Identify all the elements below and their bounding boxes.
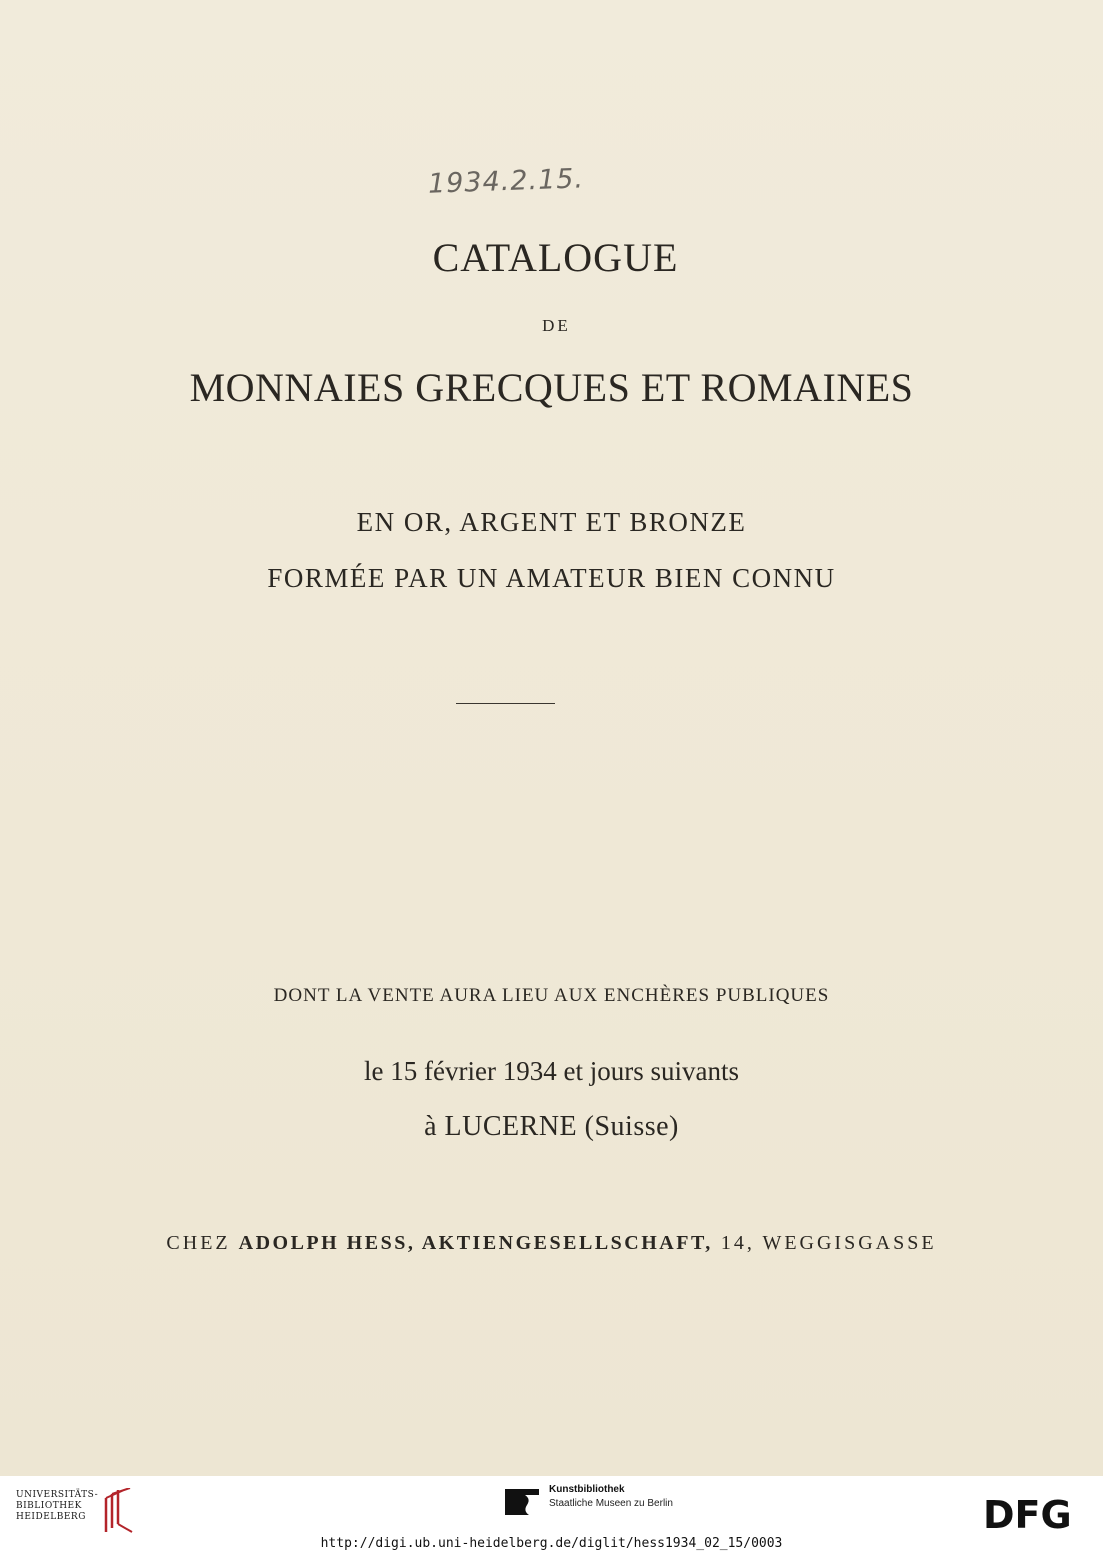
sale-date: le 15 février 1934 et jours suivants xyxy=(364,1056,739,1086)
viewer-footer xyxy=(0,1476,1103,1555)
divider-rule xyxy=(456,703,555,704)
ub-logo-icon xyxy=(100,1488,136,1534)
publisher-address: 14, WEGGISGASSE xyxy=(720,1232,937,1254)
sale-place: à LUCERNE (Suisse) xyxy=(424,1111,679,1142)
kb-logo-title: Kunstbibliothek xyxy=(549,1484,625,1495)
publisher-prefix: CHEZ xyxy=(166,1232,231,1254)
page-url[interactable]: http://digi.ub.uni-heidelberg.de/diglit/hess1934_02_15/0003 xyxy=(320,1536,783,1551)
subtitle-line-1: EN OR, ARGENT ET BRONZE xyxy=(356,507,747,537)
kunstbibliothek-icon xyxy=(505,1483,539,1519)
handwritten-note: 1934.2.15. xyxy=(427,163,585,200)
publisher-name: ADOLPH HESS, AKTIENGESELLSCHAFT, xyxy=(238,1232,713,1254)
publisher-line xyxy=(0,1232,1103,1255)
title-connector: DE xyxy=(542,316,571,335)
kunstbibliothek-logo[interactable] xyxy=(505,1483,705,1523)
catalogue-title: CATALOGUE xyxy=(432,235,679,280)
sale-notice: DONT LA VENTE AURA LIEU AUX ENCHÈRES PUBLIQUES xyxy=(273,985,830,1006)
ub-logo-text: UNIVERSITÄTS- BIBLIOTHEK HEIDELBERG xyxy=(16,1490,99,1522)
subtitle-line-2: FORMÉE PAR UN AMATEUR BIEN CONNU xyxy=(267,563,836,593)
main-title: MONNAIES GRECQUES ET ROMAINES xyxy=(189,365,914,410)
dfg-logo-text: DFG xyxy=(983,1496,1072,1532)
ub-heidelberg-logo[interactable] xyxy=(16,1488,136,1536)
kb-logo-subtitle: Staatliche Museen zu Berlin xyxy=(549,1498,673,1509)
dfg-logo[interactable] xyxy=(983,1496,1087,1532)
